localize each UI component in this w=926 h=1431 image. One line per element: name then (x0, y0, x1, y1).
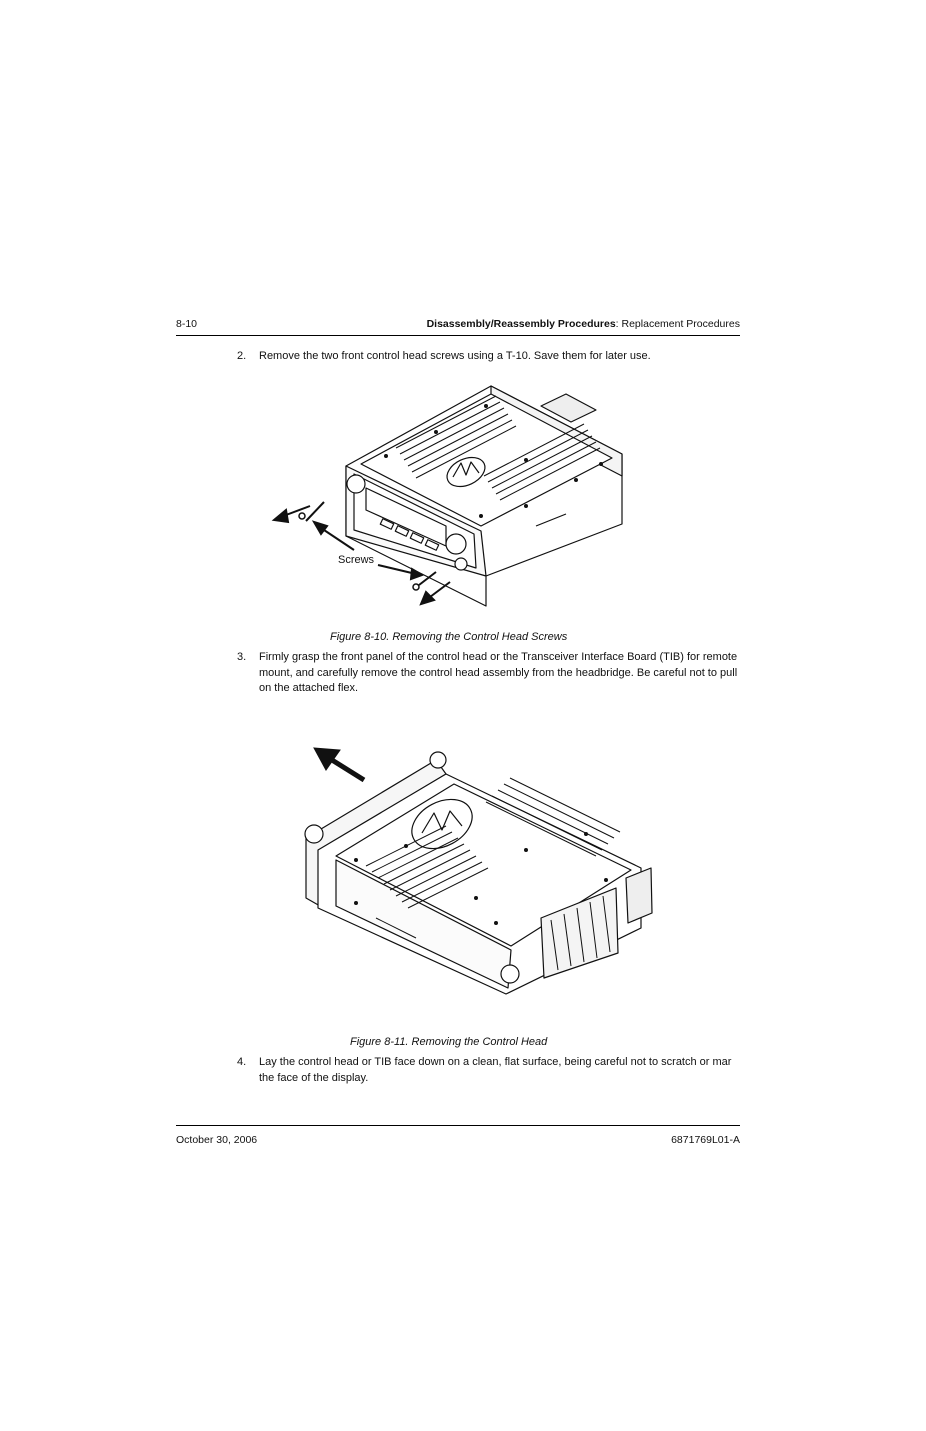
page-number: 8-10 (176, 318, 198, 330)
running-header-section: Disassembly/Reassembly Procedures (426, 318, 616, 330)
figure-control-head-removal (296, 738, 662, 1004)
step-text: Remove the two front control head screws using a T-10. Save them for later use. (259, 350, 651, 362)
step-number: 3. (237, 651, 247, 663)
step-text: Lay the control head or TIB face down on a clean, flat surface, being careful not to scratch or mar the face of the display. (259, 1056, 732, 1084)
step-number: 4. (237, 1056, 247, 1068)
running-header-subsection: : Replacement Procedures (615, 318, 740, 330)
running-header (427, 318, 740, 330)
screws-callout: Screws (338, 554, 375, 566)
footer-rule (176, 1125, 740, 1126)
footer-date: October 30, 2006 (176, 1134, 258, 1146)
figure-8-10-caption: Figure 8-10. Removing the Control Head Screws (330, 631, 568, 643)
footer-doc-number: 6871769L01-A (671, 1134, 740, 1146)
step-text: Firmly grasp the front panel of the control head or the Transceiver Interface Board (TIB) for remote mount, and carefully remove the control head assembly from the headbridge. Be careful not to pull on the attached flex. (259, 651, 738, 694)
figure-8-11-caption: Figure 8-11. Removing the Control Head (350, 1036, 548, 1048)
figure-control-head-screws (266, 376, 630, 612)
step-number: 2. (237, 350, 247, 362)
header-rule (176, 335, 740, 336)
